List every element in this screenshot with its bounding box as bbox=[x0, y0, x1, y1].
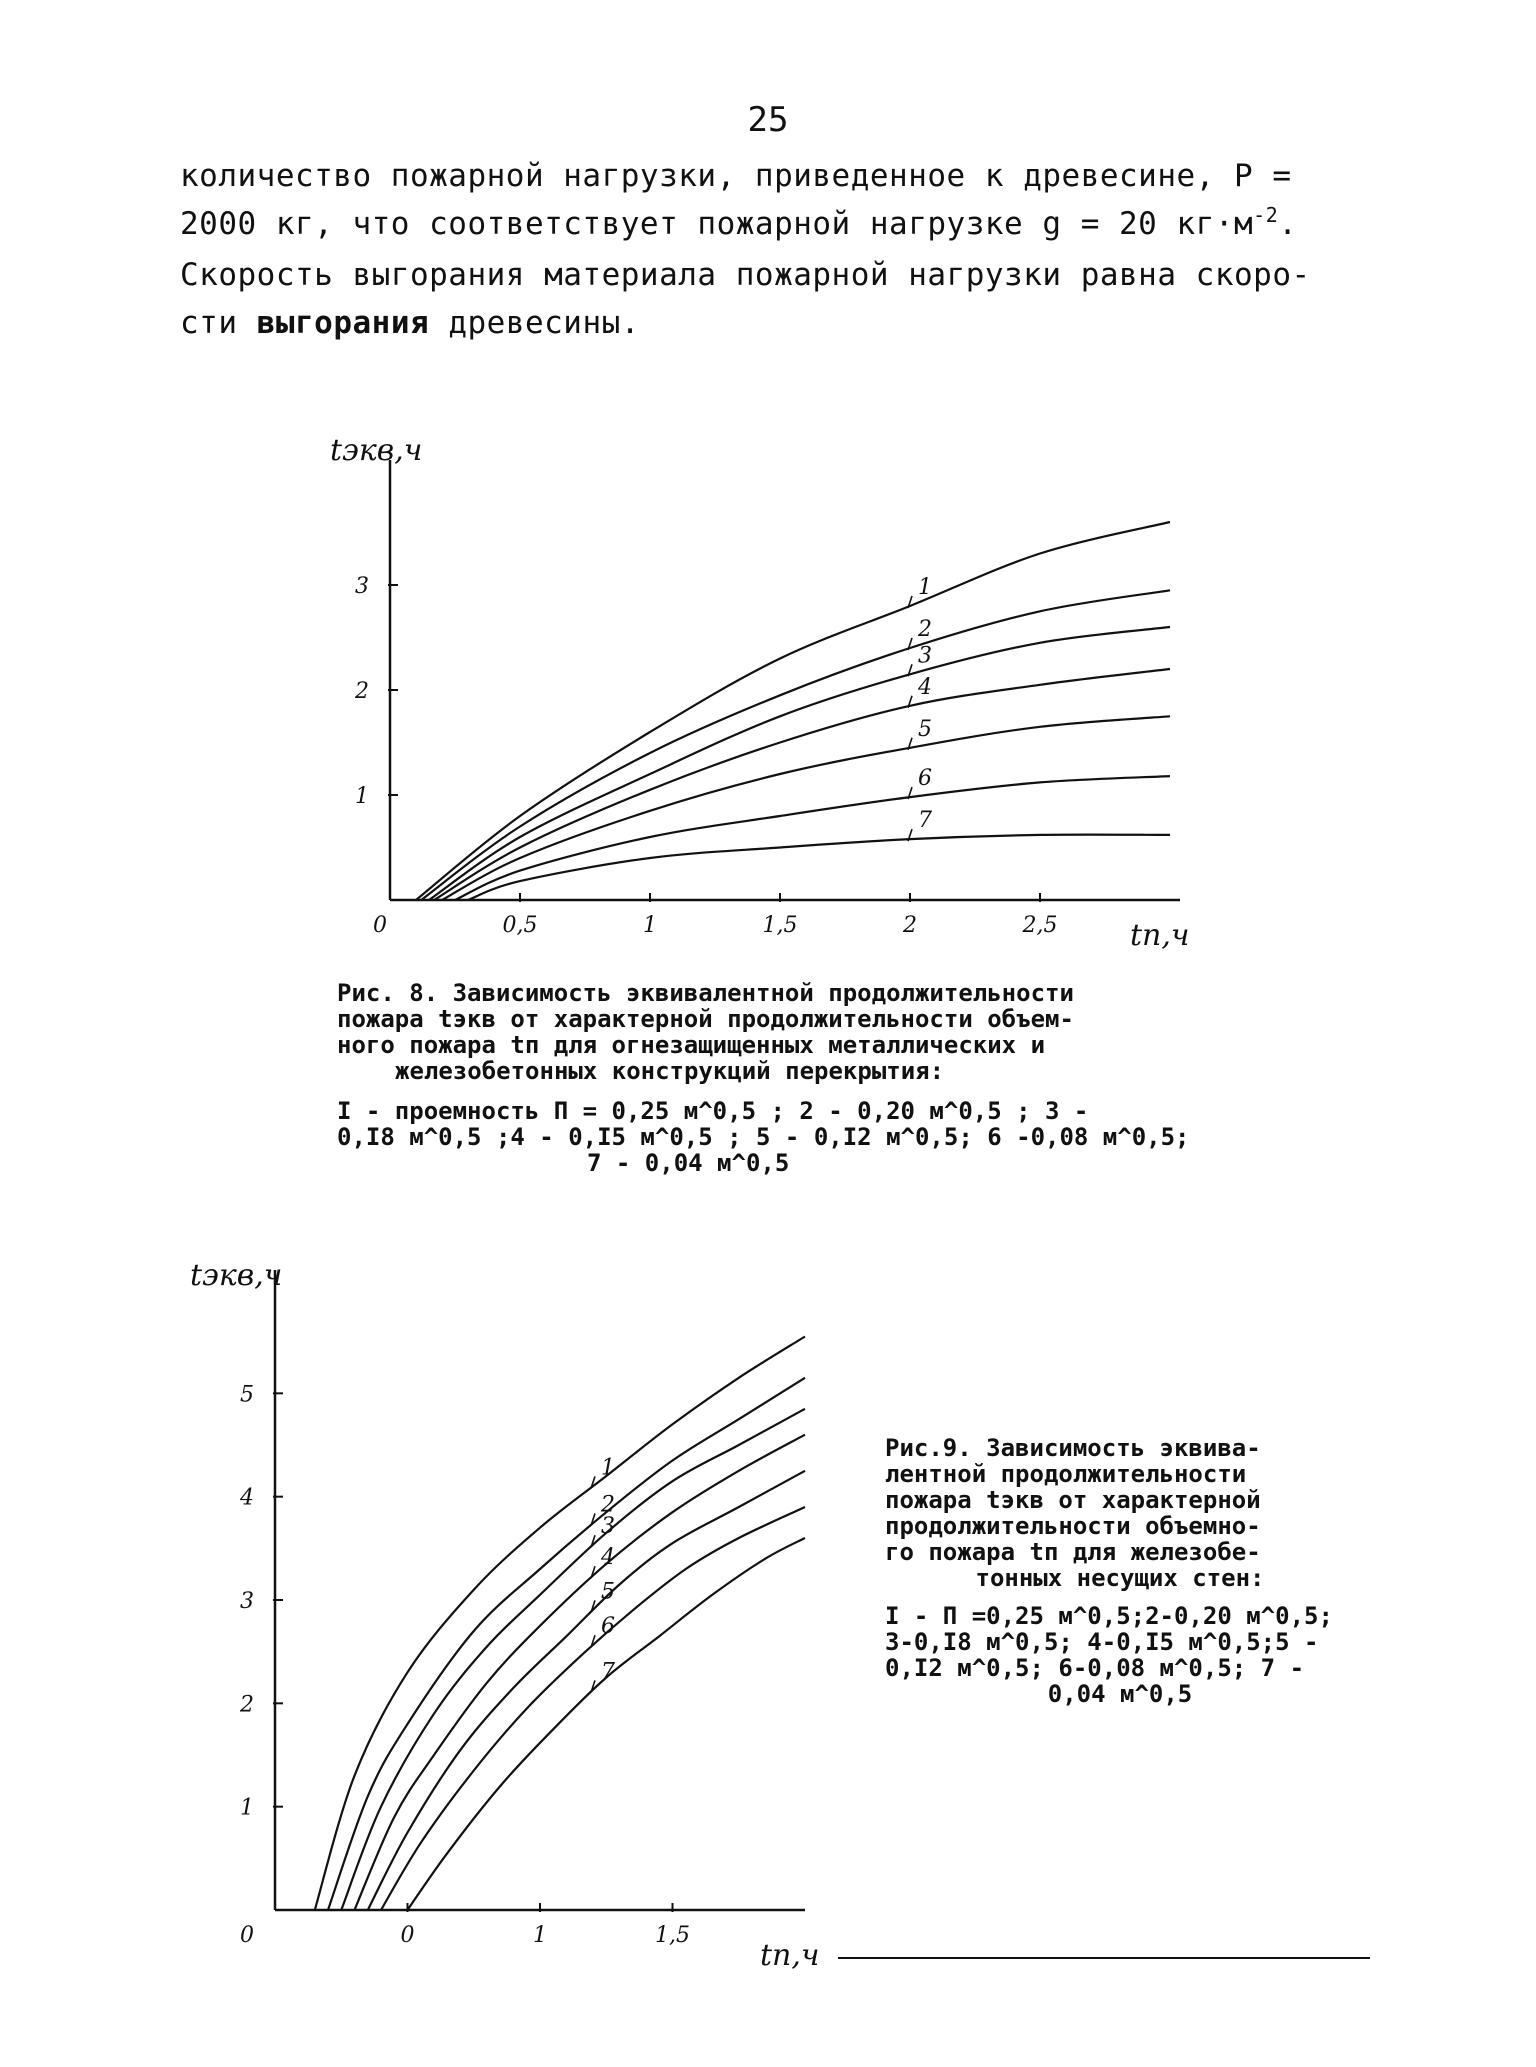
paragraph-line-2-text: 2000 кг, что соответствует пожарной нагрузке g = 20 кг·м bbox=[180, 206, 1254, 242]
fig9-x-tick-label: 1,5 bbox=[655, 1923, 690, 1948]
paragraph-line-2-superscript: -2 bbox=[1253, 203, 1279, 227]
fig8-x-tick-label: 0 bbox=[373, 913, 387, 938]
figure-9-legend-line: 0,I2 м^0,5; 6-0,08 м^0,5; 7 - bbox=[885, 1654, 1305, 1682]
fig8-series-5-label: 5 bbox=[918, 716, 932, 742]
paragraph-line-4-c: древесины. bbox=[448, 305, 640, 341]
paragraph-line-4 bbox=[180, 299, 1360, 347]
fig8-x-tick-label: 2,5 bbox=[1022, 913, 1058, 938]
figure-9-caption-line: пожара tэкв от характерной bbox=[885, 1486, 1261, 1514]
fig8-series-4-label: 4 bbox=[918, 674, 932, 700]
figure-9-caption-line: Рис.9. Зависимость эквива- bbox=[885, 1434, 1261, 1462]
paragraph-line-4-bold: выгорания bbox=[256, 305, 430, 341]
fig8-x-tick-label: 1,5 bbox=[762, 913, 798, 938]
fig9-series-2-label: 2 bbox=[601, 1492, 615, 1518]
fig8-x-tick-label: 2 bbox=[903, 913, 917, 938]
figure-8-caption bbox=[337, 980, 1237, 1176]
fig9-y-tick-label: 1 bbox=[240, 1795, 254, 1821]
paragraph-line-2-end: . bbox=[1278, 206, 1298, 242]
fig9-series-4-line bbox=[355, 1435, 806, 1910]
fig9-series-3-label: 3 bbox=[601, 1514, 615, 1540]
fig9-y-tick-label: 3 bbox=[240, 1589, 254, 1614]
figure-8-legend-line: I - проемность П = 0,25 м^0,5 ; 2 - 0,20 м^0,5 ; 3 - bbox=[337, 1097, 1089, 1125]
fig8-y-axis-title: tэкв,ч bbox=[330, 433, 423, 468]
figure-9-caption-line: продолжительности объемно- bbox=[885, 1512, 1261, 1540]
footer-rule bbox=[838, 1957, 1370, 1959]
fig8-series-2-line bbox=[421, 590, 1170, 900]
figure-9-caption-line: тонных несущих стен: bbox=[975, 1564, 1265, 1592]
paragraph-line-3: Скорость выгорания материала пожарной нагрузки равна скоро- bbox=[180, 257, 1311, 293]
fig8-y-tick-label: 3 bbox=[355, 574, 369, 599]
fig9-series-7-label: 7 bbox=[601, 1659, 615, 1685]
figure-8-chart bbox=[300, 420, 1200, 970]
fig9-series-4-label: 4 bbox=[601, 1545, 615, 1571]
fig8-series-4-line bbox=[434, 669, 1170, 900]
fig9-series-2-line bbox=[328, 1378, 805, 1910]
figure-9-legend-line: 0,04 м^0,5 bbox=[1047, 1680, 1193, 1708]
fig8-series-7-label: 7 bbox=[918, 808, 932, 834]
figure-9-caption-line: лентной продолжительности bbox=[885, 1460, 1247, 1488]
fig9-series-5-label: 5 bbox=[601, 1579, 615, 1605]
fig9-y-tick-label: 5 bbox=[240, 1382, 254, 1408]
fig9-series-3-line bbox=[341, 1409, 805, 1910]
fig9-x-axis-title: tп,ч bbox=[760, 1938, 820, 1973]
figure-9-legend-line: I - П =0,25 м^0,5;2-0,20 м^0,5; bbox=[885, 1602, 1333, 1630]
fig8-series-1-label: 1 bbox=[918, 575, 932, 600]
figure-9-legend-line: 3-0,I8 м^0,5; 4-0,I5 м^0,5;5 - bbox=[885, 1628, 1319, 1656]
fig8-y-tick-label: 1 bbox=[355, 784, 369, 809]
fig9-x-tick-label: 0 bbox=[240, 1923, 254, 1948]
figure-8-caption-line: Рис. 8. Зависимость эквивалентной продолжительности bbox=[337, 979, 1074, 1007]
page-number: 25 bbox=[747, 100, 789, 140]
fig8-series-3-line bbox=[429, 627, 1170, 900]
fig9-series-1-label: 1 bbox=[601, 1455, 615, 1481]
fig8-series-3-label: 3 bbox=[918, 643, 932, 669]
fig8-x-axis-title: tп,ч bbox=[1130, 918, 1190, 953]
fig8-x-tick-label: 1 bbox=[643, 913, 657, 938]
fig9-x-tick-label: 1 bbox=[533, 1923, 547, 1948]
figure-9-caption bbox=[885, 1435, 1355, 1707]
body-paragraph bbox=[180, 152, 1360, 347]
figure-8-caption-line: железобетонных конструкций перекрытия: bbox=[395, 1057, 945, 1085]
fig9-series-6-line bbox=[381, 1507, 805, 1910]
fig9-y-axis-title: tэкв,ч bbox=[190, 1258, 283, 1293]
figure-8-caption-line: ного пожара tп для огнезащищенных металлических и bbox=[337, 1031, 1046, 1059]
fig8-series-7-line bbox=[468, 835, 1170, 900]
fig8-x-tick-label: 0,5 bbox=[502, 913, 538, 938]
fig9-y-tick-label: 2 bbox=[240, 1692, 254, 1718]
figure-8-caption-line: пожара tэкв от характерной продолжительности объем- bbox=[337, 1005, 1074, 1033]
fig9-series-6-label: 6 bbox=[601, 1614, 615, 1640]
fig8-series-6-line bbox=[455, 776, 1170, 900]
figure-8-legend-line: 0,I8 м^0,5 ;4 - 0,I5 м^0,5 ; 5 - 0,I2 м^0,5; 6 -0,08 м^0,5; bbox=[337, 1123, 1190, 1151]
paragraph-line-4-a: сти bbox=[180, 305, 238, 341]
fig8-series-2-label: 2 bbox=[918, 617, 932, 642]
paragraph-line-2 bbox=[180, 200, 1360, 251]
paragraph-line-1: количество пожарной нагрузки, приведенное к древесине, P = bbox=[180, 158, 1292, 194]
fig9-x-tick-label: 0 bbox=[400, 1923, 415, 1948]
figure-9-caption-line: го пожара tп для железобе- bbox=[885, 1538, 1261, 1566]
fig8-y-tick-label: 2 bbox=[355, 679, 369, 704]
figure-9-chart bbox=[180, 1250, 840, 1973]
fig8-series-6-label: 6 bbox=[918, 766, 932, 792]
figure-8-legend-line: 7 - 0,04 м^0,5 bbox=[587, 1149, 790, 1177]
fig9-y-tick-label: 4 bbox=[240, 1485, 254, 1511]
